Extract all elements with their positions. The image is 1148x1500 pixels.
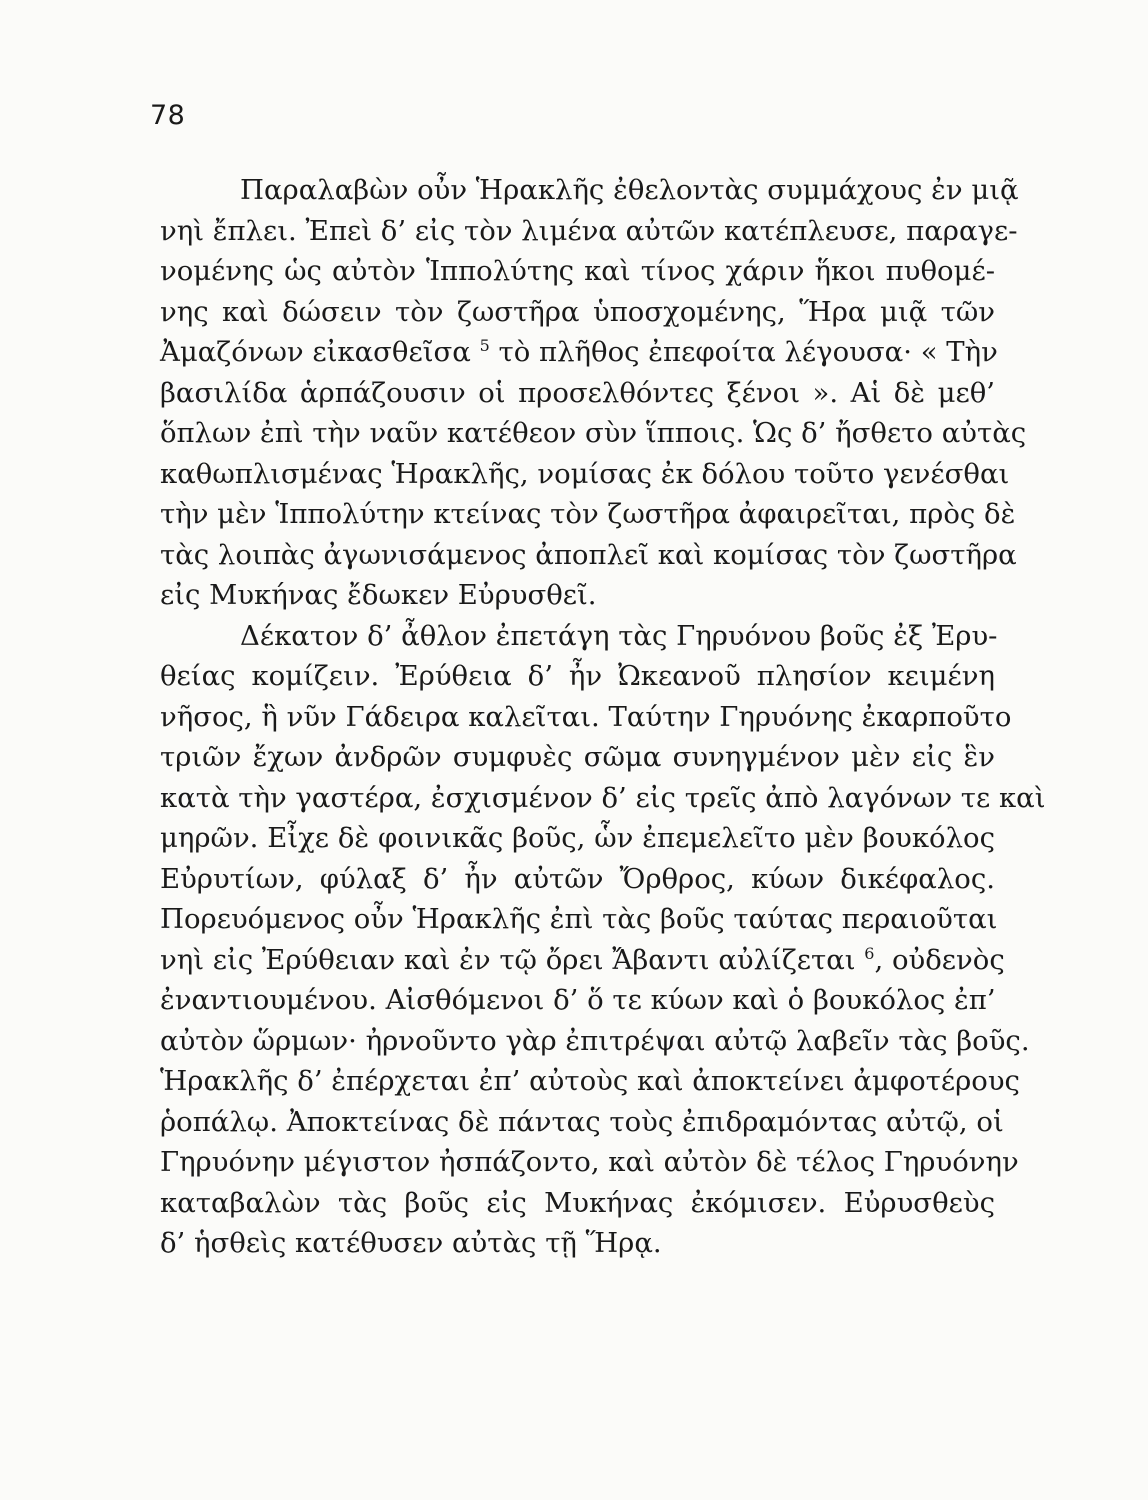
- body-text: [160, 170, 1046, 1264]
- footnote-marker: 6: [864, 943, 875, 963]
- text-line: ἐναντιουμένου. Αἰσθόμενοι δ’ ὅ τε κύων καὶ ὁ βουκόλος ἐπ’: [160, 984, 996, 1016]
- footnote-marker: 5: [479, 335, 490, 355]
- text-line: ὅπλων ἐπὶ τὴν ναῦν κατέθεον σὺν ἵπποις. Ὡς δ’ ἤσθετο αὐτὰς: [160, 417, 1027, 449]
- text-line: νηὶ ἔπλει. Ἐπεὶ δ’ εἰς τὸν λιμένα αὐτῶν κατέπλευσε, παραγε-: [160, 214, 1018, 247]
- text-line-with-footnote: [160, 940, 1005, 981]
- text-line: Ἡρακλῆς δ’ ἐπέρχεται ἐπ’ αὐτοὺς καὶ ἀποκτείνει ἀμφοτέρους: [160, 1065, 1020, 1097]
- text-line: θείας κομίζειν. Ἐρύθεια δ’ ἦν Ὠκεανοῦ πλησίον κειμένη: [160, 660, 995, 692]
- text-line: νης καὶ δώσειν τὸν ζωστῆρα ὑποσχομένης, Ἥρα μιᾷ τῶν: [160, 295, 995, 328]
- text-line: μηρῶν. Εἶχε δὲ φοινικᾶς βοῦς, ὧν ἐπεμελεῖτο μὲν βουκόλος: [160, 822, 995, 854]
- text-line: τριῶν ἔχων ἀνδρῶν συμφυὲς σῶμα συνηγμένον μὲν εἰς ἓν: [160, 741, 995, 773]
- text-fragment: Ἀμαζόνων εἰκασθεῖσα: [160, 336, 471, 368]
- text-line: βασιλίδα ἁρπάζουσιν οἱ προσελθόντες ξένοι ». Αἱ δὲ μεθ’: [160, 376, 995, 409]
- text-line: εἰς Μυκήνας ἔδωκεν Εὐρυσθεῖ.: [160, 579, 597, 611]
- text-line: τὴν μὲν Ἱππολύτην κτείνας τὸν ζωστῆρα ἀφαιρεῖται, πρὸς δὲ: [160, 498, 1016, 530]
- text-line: δ’ ἡσθεὶς κατέθυσεν αὐτὰς τῇ Ἥρᾳ.: [160, 1227, 662, 1259]
- text-fragment: , οὐδενὸς: [874, 943, 1005, 976]
- text-line: καταβαλὼν τὰς βοῦς εἰς Μυκήνας ἐκόμισεν. Εὐρυσθεὺς: [160, 1186, 995, 1219]
- text-line: Γηρυόνην μέγιστον ἠσπάζοντο, καὶ αὐτὸν δὲ τέλος Γηρυόνην: [160, 1146, 1019, 1178]
- text-line: τὰς λοιπὰς ἀγωνισάμενος ἀποπλεῖ καὶ κομίσας τὸν ζωστῆρα: [160, 538, 1017, 571]
- text-line-with-footnote: [160, 332, 998, 373]
- text-line: νομένης ὡς αὐτὸν Ἱππολύτης καὶ τίνος χάριν ἥκοι πυθομέ-: [160, 255, 995, 287]
- text-line: αὐτὸν ὥρμων· ἠρνοῦντο γὰρ ἐπιτρέψαι αὐτῷ λαβεῖν τὰς βοῦς.: [160, 1024, 1030, 1057]
- text-fragment: τὸ πλῆθος ἐπεφοίτα λέγουσα· « Τὴν: [498, 336, 998, 368]
- text-line: καθωπλισμένας Ἡρακλῆς, νομίσας ἐκ δόλου τοῦτο γενέσθαι: [160, 457, 1010, 490]
- text-line: ῥοπάλῳ. Ἀποκτείνας δὲ πάντας τοὺς ἐπιδραμόντας αὐτῷ, οἱ: [160, 1105, 1004, 1138]
- text-line: Εὐρυτίων, φύλαξ δ’ ἦν αὐτῶν Ὄρθρος, κύων δικέφαλος.: [160, 862, 995, 895]
- paragraph-2: [160, 616, 1046, 1264]
- text-line: κατὰ τὴν γαστέρα, ἐσχισμένον δ’ εἰς τρεῖς ἀπὸ λαγόνων τε καὶ: [160, 781, 1046, 814]
- text-line: Πορευόμενος οὖν Ἡρακλῆς ἐπὶ τὰς βοῦς ταύτας περαιοῦται: [160, 903, 998, 935]
- text-line: Δέκατον δ’ ἆθλον ἐπετάγη τὰς Γηρυόνου βοῦς ἐξ Ἐρυ-: [240, 619, 998, 652]
- text-line: Παραλαβὼν οὖν Ἡρακλῆς ἐθελοντὰς συμμάχους ἐν μιᾷ: [240, 174, 1019, 206]
- paragraph-1: [160, 170, 1027, 616]
- text-line: νῆσος, ἣ νῦν Γάδειρα καλεῖται. Ταύτην Γηρυόνης ἐκαρποῦτο: [160, 700, 1012, 733]
- text-fragment: νηὶ εἰς Ἐρύθειαν καὶ ἐν τῷ ὄρει Ἄβαντι αὐλίζεται: [160, 943, 856, 976]
- page-number: 78: [150, 100, 186, 131]
